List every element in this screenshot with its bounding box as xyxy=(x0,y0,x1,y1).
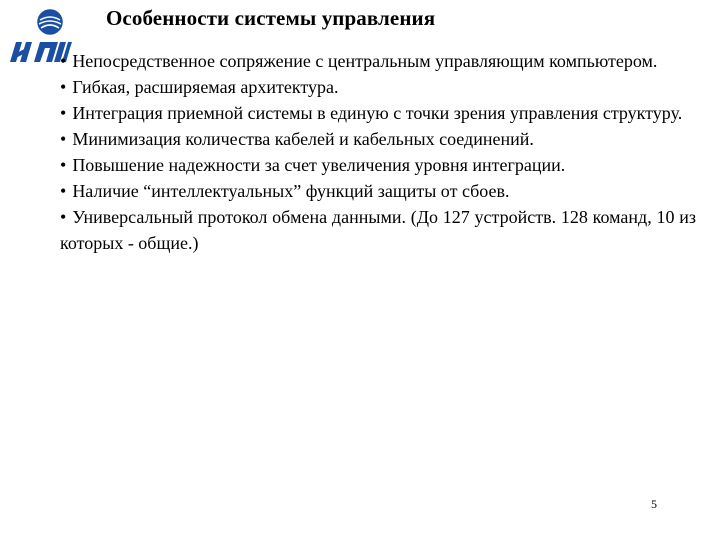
bullet-mark: • xyxy=(60,181,67,201)
bullet-item xyxy=(60,204,696,256)
bullet-item xyxy=(60,100,696,126)
bullet-item xyxy=(60,178,696,204)
bullet-text: Гибкая, расширяемая архитектура. xyxy=(72,77,339,97)
bullet-text: Минимизация количества кабелей и кабельных соединений. xyxy=(72,129,534,149)
slide-title: Особенности системы управления xyxy=(106,6,436,30)
bullet-item xyxy=(60,48,696,74)
bullet-text: Интеграция приемной системы в единую с точки зрения управления структуру. xyxy=(72,103,683,123)
bullet-text: Наличие “интеллектуальных” функций защиты от сбоев. xyxy=(72,181,510,201)
bullet-mark: • xyxy=(60,77,67,97)
logo-emblem xyxy=(38,10,62,34)
bullet-mark: • xyxy=(60,129,67,149)
bullet-mark: • xyxy=(60,51,67,71)
bullet-mark: • xyxy=(60,103,67,123)
bullet-mark: • xyxy=(60,207,67,227)
bullet-list xyxy=(60,48,696,256)
page-number: 5 xyxy=(651,497,657,511)
bullet-item xyxy=(60,126,696,152)
bullet-mark: • xyxy=(60,155,67,175)
bullet-text: Непосредственное сопряжение с центральным управляющим компьютером. xyxy=(72,51,658,71)
bullet-text: Универсальный протокол обмена данными. (До 127 устройств. 128 команд, 10 из которых - общие.) xyxy=(60,207,696,253)
bullet-item xyxy=(60,152,696,178)
bullet-item xyxy=(60,74,696,100)
bullet-text: Повышение надежности за счет увеличения уровня интеграции. xyxy=(72,155,566,175)
